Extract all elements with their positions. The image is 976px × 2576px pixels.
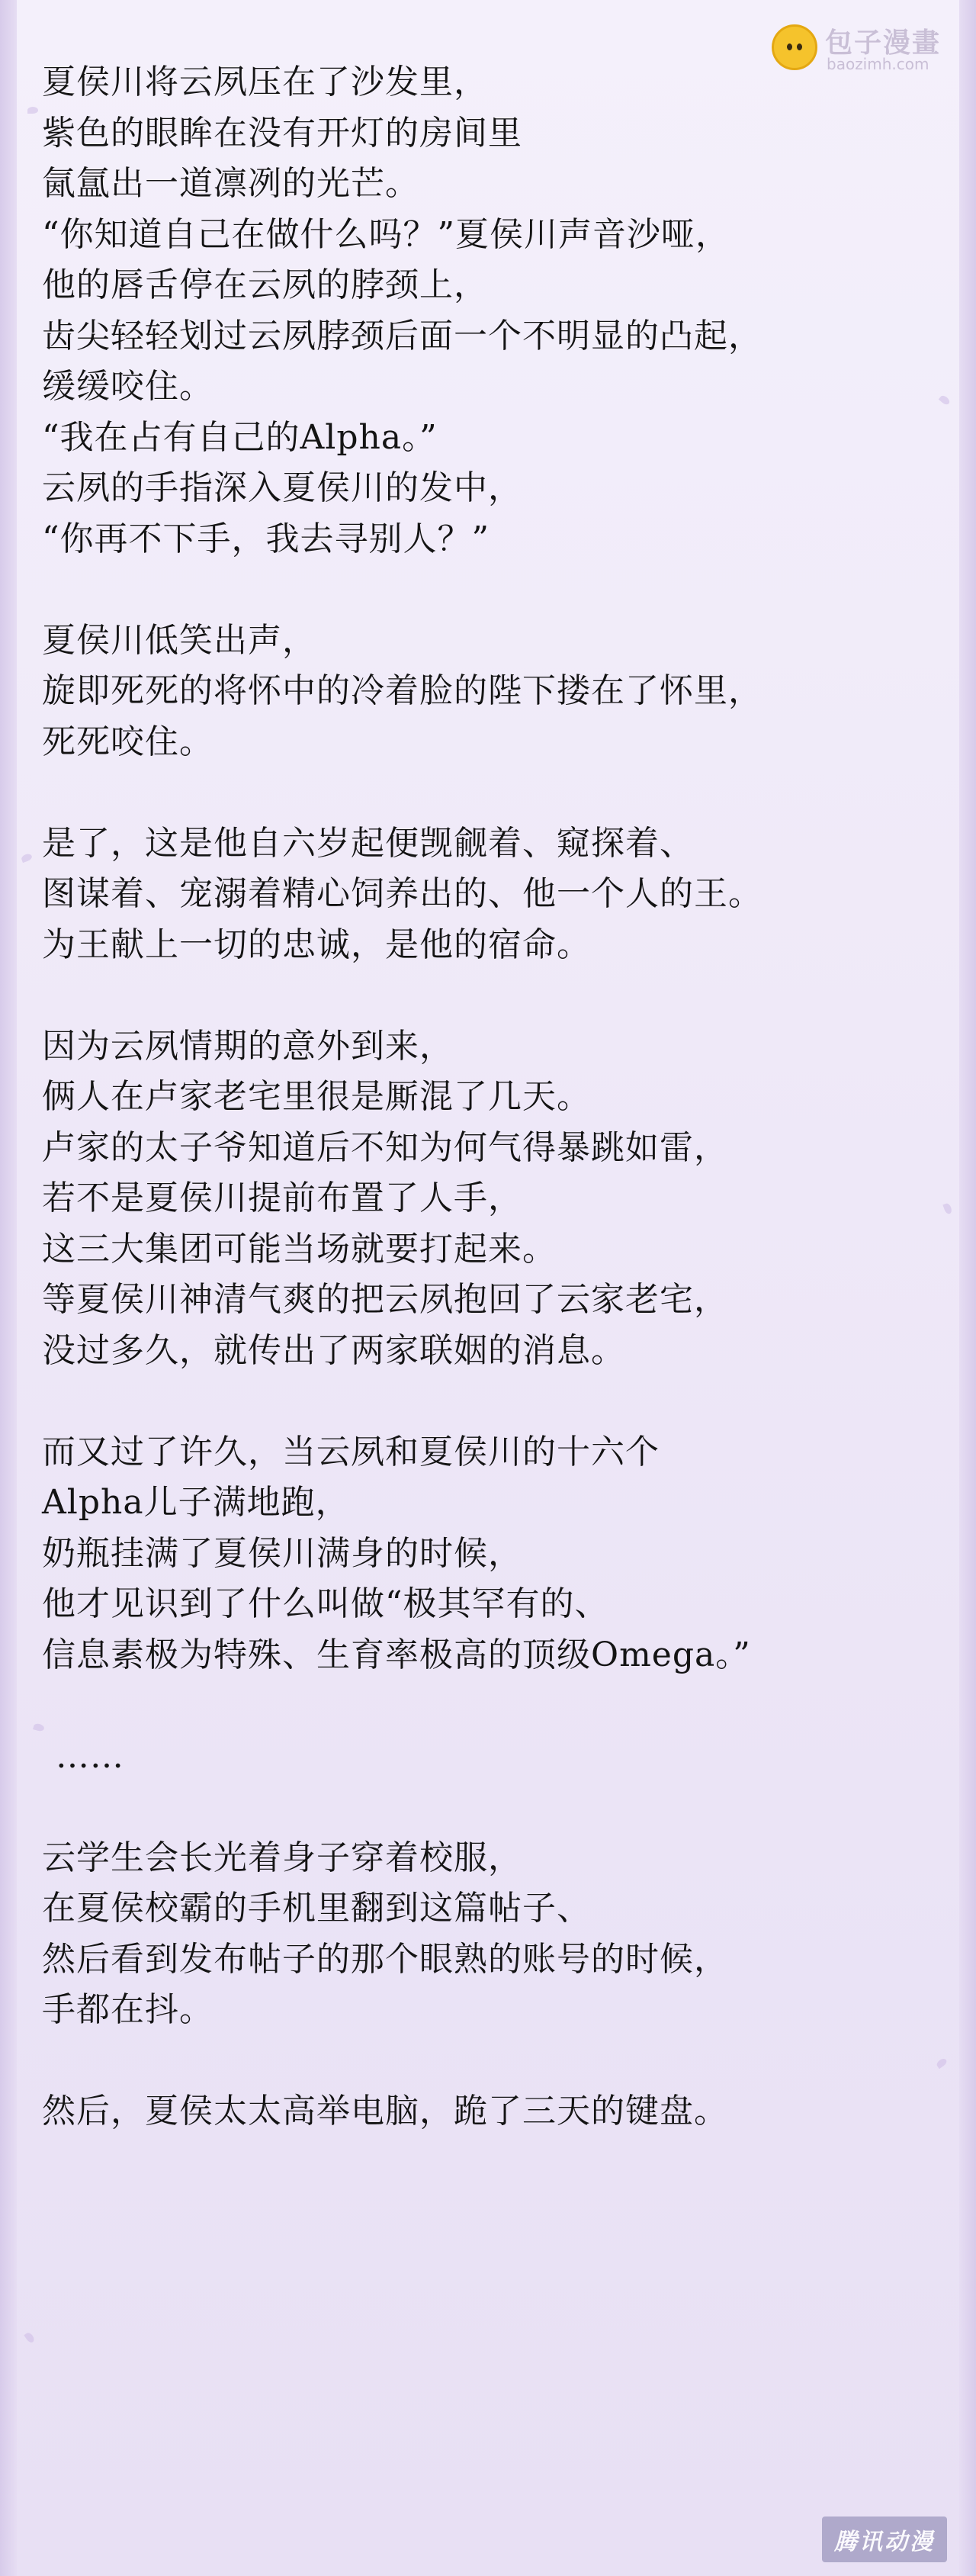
text-line: 信息素极为特殊、生育率极高的顶级Omega。” <box>42 1635 751 1674</box>
paragraph-gap <box>42 1376 942 1427</box>
tencent-comic-watermark: 腾讯动漫 <box>822 2517 947 2562</box>
text-line: 死死咬住。 <box>42 722 214 761</box>
watermark-name: 包子漫畫 <box>825 27 942 59</box>
text-line: 没过多久，就传出了两家联姻的消息。 <box>42 1330 625 1370</box>
paragraph <box>42 1021 942 1377</box>
text-line: 齿尖轻轻划过云夙脖颈后面一个不明显的凸起， <box>42 316 762 355</box>
left-border <box>0 0 17 2576</box>
text-line: 夏侯川低笑出声， <box>42 620 316 660</box>
right-border <box>959 0 976 2576</box>
text-line: 夏侯川将云夙压在了沙发里， <box>42 63 488 101</box>
paragraph-gap <box>42 970 942 1021</box>
text-line: 他的唇舌停在云夙的脖颈上， <box>42 265 488 304</box>
text-line: 是了，这是他自六岁起便觊觎着、窥探着、 <box>42 823 694 863</box>
petal-decoration <box>942 1202 952 1214</box>
text-line: 俩人在卢家老宅里很是厮混了几天。 <box>42 1077 591 1116</box>
text-line: 等夏侯川神清气爽的把云夙抱回了云家老宅， <box>42 1280 728 1319</box>
text-line: 为王献上一切的忠诚，是他的宿命。 <box>42 925 591 964</box>
text-line: “我在占有自己的Alpha。” <box>42 417 438 457</box>
text-line: 旋即死死的将怀中的冷着脸的陛下搂在了怀里， <box>42 671 762 710</box>
paragraph <box>42 818 942 971</box>
paragraph <box>42 616 942 768</box>
text-line: 云学生会长光着身子穿着校服， <box>42 1838 522 1877</box>
text-line: 卢家的太子爷知道后不知为何气得暴跳如雷， <box>42 1127 728 1167</box>
text-line: 若不是夏侯川提前布置了人手， <box>42 1179 522 1217</box>
paragraph <box>42 1427 942 1681</box>
text-line: 图谋着、宠溺着精心饲养出的、他一个人的王。 <box>42 874 762 913</box>
text-line: 因为云夙情期的意外到来， <box>42 1026 454 1066</box>
text-line: 这三大集团可能当场就要打起来。 <box>42 1229 557 1269</box>
text-line: 然后，夏侯太太高举电脑，跪了三天的键盘。 <box>42 2092 728 2131</box>
text-line: “你再不下手，我去寻别人？” <box>42 519 490 558</box>
text-line: 手都在抖。 <box>42 1990 214 2029</box>
text-line: 云夙的手指深入夏侯川的发中， <box>42 468 522 507</box>
paragraph-gap <box>42 1680 942 1732</box>
text-line: 氤氲出一道凛冽的光芒。 <box>42 164 419 203</box>
paragraph-gap <box>42 564 942 616</box>
text-line: 奶瓶挂满了夏侯川满身的时候， <box>42 1533 522 1573</box>
petal-decoration <box>27 107 38 114</box>
paragraph <box>42 1732 942 1783</box>
text-line: 然后看到发布帖子的那个眼熟的账号的时候， <box>42 1939 728 1979</box>
paragraph-gap <box>42 1782 942 1833</box>
text-line: 在夏侯校霸的手机里翻到这篇帖子、 <box>42 1889 591 1928</box>
petal-decoration <box>21 853 33 863</box>
paragraph <box>42 2086 942 2137</box>
text-line: 紫色的眼眸在没有开灯的房间里 <box>42 113 522 153</box>
paragraph <box>42 57 942 564</box>
ellipsis-line: …… <box>56 1736 124 1776</box>
petal-decoration <box>24 2331 35 2344</box>
paragraph <box>42 1833 942 2036</box>
text-line: 缓缓咬住。 <box>42 367 214 406</box>
paragraph-gap <box>42 767 942 818</box>
text-line: 而又过了许久，当云夙和夏侯川的十六个 <box>42 1432 660 1471</box>
paragraph-gap <box>42 2036 942 2087</box>
watermark-url: baozimh.com <box>827 55 929 73</box>
text-line: “你知道自己在做什么吗？”夏侯川声音沙哑， <box>42 214 730 254</box>
story-text <box>42 57 942 2137</box>
text-line: 他才见识到了什么叫做“极其罕有的、 <box>42 1584 609 1623</box>
text-line: Alpha儿子满地跑， <box>42 1483 350 1522</box>
